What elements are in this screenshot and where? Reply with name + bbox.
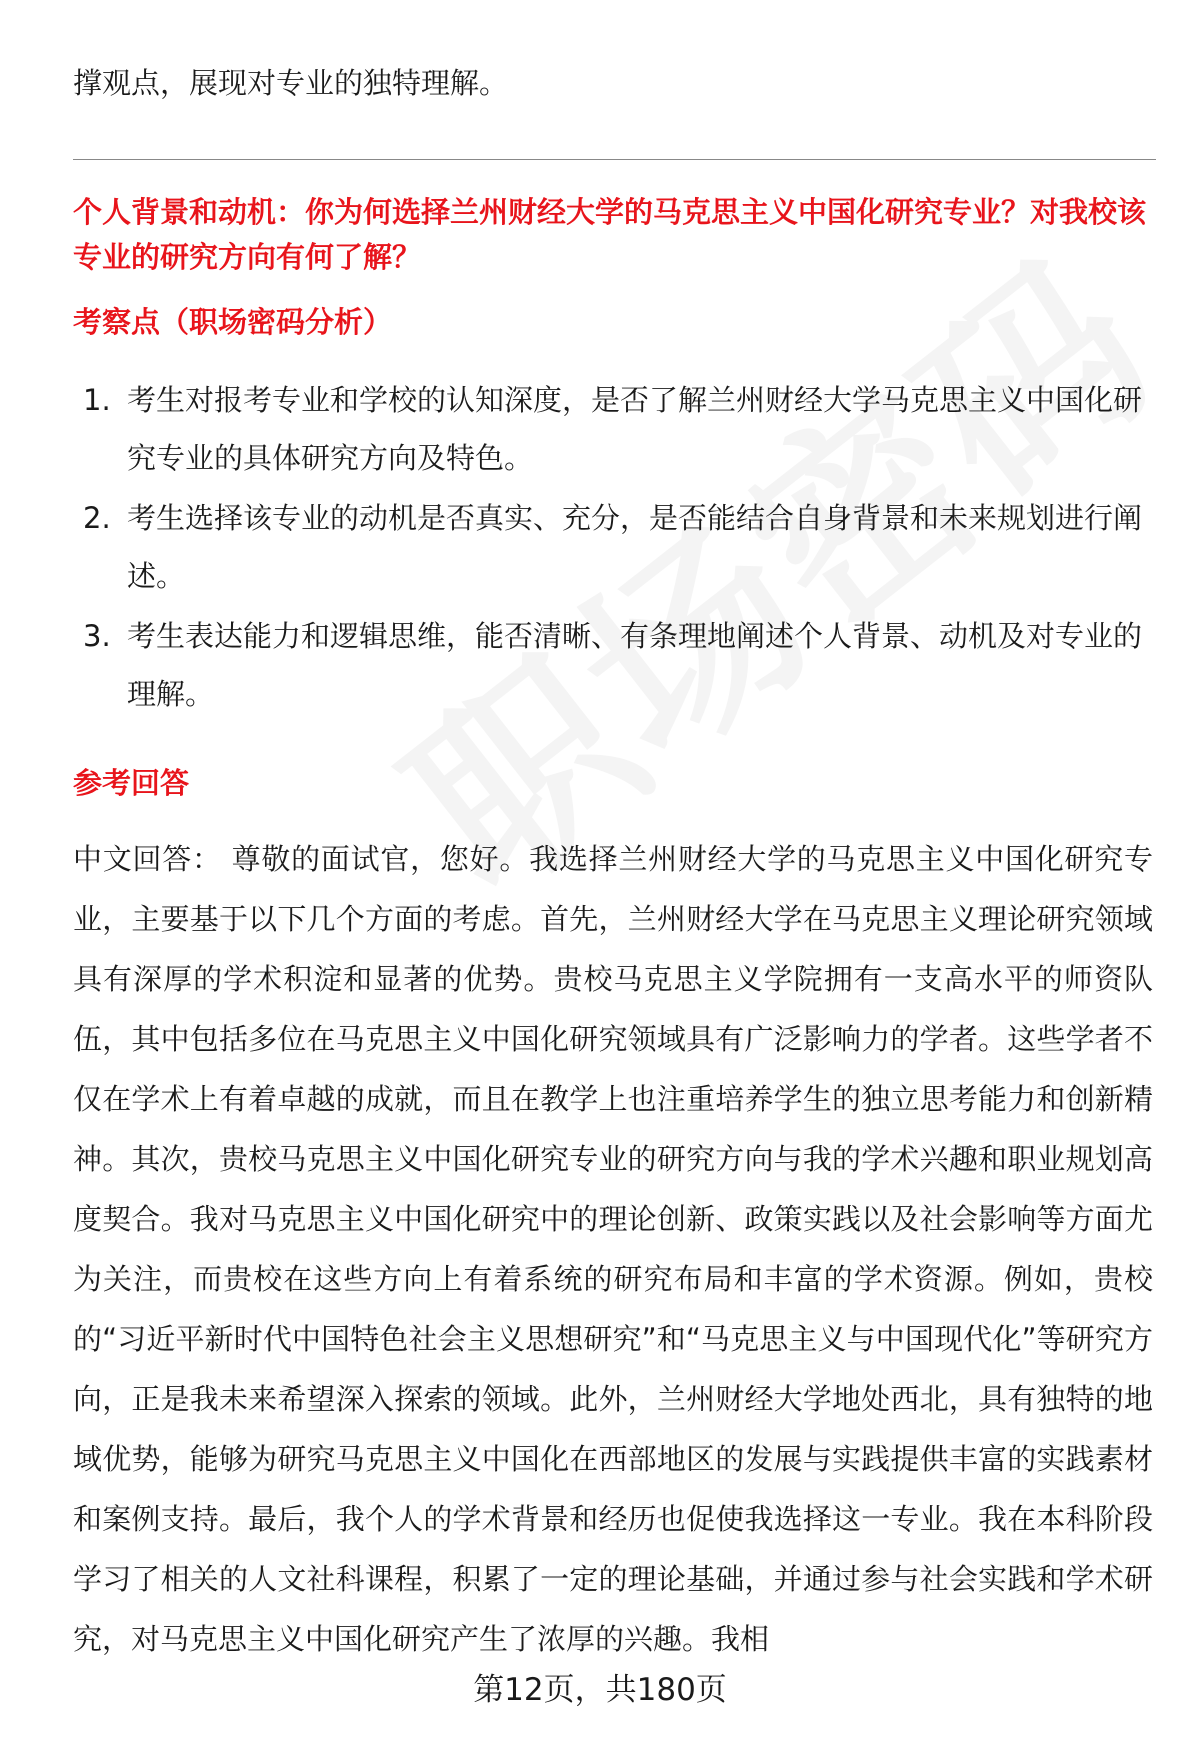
list-number: 1. <box>83 383 111 417</box>
list-item <box>73 607 1153 723</box>
list-number: 3. <box>83 619 111 653</box>
list-item <box>73 489 1153 605</box>
list-number: 2. <box>83 501 111 535</box>
answer-body: 中文回答： 尊敬的面试官，您好。我选择兰州财经大学的马克思主义中国化研究专业，主要基于以下几个方面的考虑。首先，兰州财经大学在马克思主义理论研究领域具有深厚的学术积淀和显著的优势。贵校马克思主义学院拥有一支高水平的师资队伍，其中包括多位在马克思主义中国化研究领域具有广泛影响力的学者。这些学者不仅在学术上有着卓越的成就，而且在教学上也注重培养学生的独立思考能力和创新精神。其次，贵校马克思主义中国化研究专业的研究方向与我的学术兴趣和职业规划高度契合。我对马克思主义中国化研究中的理论创新、政策实践以及社会影响等方面尤为关注，而贵校在这些方向上有着系统的研究布局和丰富的学术资源。例如，贵校的“习近平新时代中国特色社会主义思想研究”和“马克思主义与中国现代化”等研究方向，正是我未来希望深入探索的领域。此外，兰州财经大学地处西北，具有独特的地域优势，能够为研究马克思主义中国化在西部地区的发展与实践提供丰富的实践素材和案例支持。最后，我个人的学术背景和经历也促使我选择这一专业。我在本科阶段学习了相关的人文社科课程，积累了一定的理论基础，并通过参与社会实践和学术研究，对马克思主义中国化研究产生了浓厚的兴趣。我相 <box>73 842 1153 1656</box>
answer-heading: 参考回答 <box>73 766 190 800</box>
list-text: 考生选择该专业的动机是否真实、充分，是否能结合自身背景和未来规划进行阐述。 <box>127 501 1143 593</box>
continued-paragraph: 撑观点，展现对专业的独特理解。 <box>73 66 509 100</box>
page-number: 第12页，共180页 <box>473 1672 727 1708</box>
question-heading: 个人背景和动机：你为何选择兰州财经大学的马克思主义中国化研究专业？对我校该专业的研究方向有何了解？ <box>73 195 1147 274</box>
list-text: 考生表达能力和逻辑思维，能否清晰、有条理地阐述个人背景、动机及对专业的理解。 <box>127 619 1143 711</box>
points-list <box>73 371 1153 725</box>
list-item <box>73 371 1153 487</box>
list-text: 考生对报考专业和学校的认知深度，是否了解兰州财经大学马克思主义中国化研究专业的具体研究方向及特色。 <box>127 383 1143 475</box>
section-divider <box>73 159 1156 160</box>
points-heading: 考察点（职场密码分析） <box>73 305 393 339</box>
